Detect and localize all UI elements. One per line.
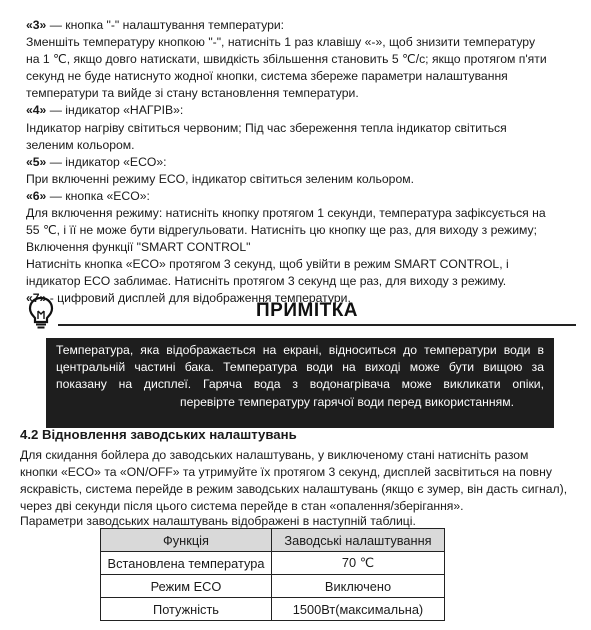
table-cell: 1500Вт(максимальна) xyxy=(272,598,445,621)
item-3-line-4: температури та вийде зі стану встановлення температури. xyxy=(26,86,359,100)
item-5-title: — індикатор «ECO»: xyxy=(46,155,167,169)
note-line-2: центральній частині бака. Температура води на виході може бути вищою за xyxy=(56,360,544,375)
note-box xyxy=(46,338,554,428)
table-row xyxy=(101,598,445,621)
item-3-line-1: Зменшіть температуру кнопкою "-", натисніть 1 раз клавішу «-», щоб знизити температуру xyxy=(26,35,536,49)
table-row xyxy=(101,552,445,575)
table-header-row xyxy=(101,529,445,552)
factory-settings-table xyxy=(100,528,445,621)
note-line-1: Температура, яка відображається на екрані, відноситься до температури води в xyxy=(56,343,544,357)
item-3-line-2: на 1 ℃, якщо довго натискати, швидкість збільшення становить 5 ℃/с; якщо протягом п'яти xyxy=(26,52,547,66)
note-line-3: показану на дисплеї. Гаряча вода з водонагрівача може викликати опіки, xyxy=(56,377,544,392)
item-4-title: — індикатор «НАГРІВ»: xyxy=(46,103,184,117)
table-header-factory: Заводські налаштування xyxy=(272,529,445,552)
item-3-title: — кнопка "-" налаштування температури: xyxy=(46,18,285,32)
table-cell: 70 ℃ xyxy=(272,552,445,575)
note-divider xyxy=(58,324,576,326)
section-line-1: Для скидання бойлера до заводських налаштувань, у виключеному стані натисніть разом xyxy=(20,448,529,462)
item-5-heading xyxy=(26,154,574,171)
lightbulb-icon xyxy=(28,296,54,330)
item-6-line-2: 55 ℃, і її не може бути відрегульовати. Натисніть цю кнопку ще раз, для виходу з режиму; xyxy=(26,223,538,237)
item-3-heading xyxy=(26,17,574,34)
table-cell: Режим ECO xyxy=(101,575,272,598)
table-cell: Виключено xyxy=(272,575,445,598)
note-title: ПРИМІТКА xyxy=(256,300,359,321)
item-4-line-2: зеленим кольором. xyxy=(26,138,135,152)
item-5-number: «5» xyxy=(26,155,47,169)
table-cell: Потужність xyxy=(101,598,272,621)
item-6-line-1: Для включення режиму: натисніть кнопку протягом 1 секунди, температура зафіксується на xyxy=(26,206,546,220)
item-6-line-5: індикатор ECO заблимає. Натисніть протягом 3 секунд ще раз, для виходу з режиму. xyxy=(26,274,507,288)
section-line-5: Параметри заводських налаштувань відображені в наступній таблиці. xyxy=(20,514,416,528)
section-line-3: яскравість, система перейде в режим заводських налаштувань (якщо є зумер, він дасть сигнал), xyxy=(20,482,568,496)
table-row xyxy=(101,575,445,598)
item-6-number: «6» xyxy=(26,189,47,203)
section-line-2: кнопки «ECO» та «ON/OFF» та утримуйте їх протягом 3 секунд, дисплей засвітиться на повну xyxy=(20,465,552,479)
table-cell: Встановлена температура xyxy=(101,552,272,575)
table-header-function: Функція xyxy=(101,529,272,552)
item-5-line-1: При включенні режиму ECO, індикатор світиться зеленим кольором. xyxy=(26,172,414,186)
item-6-title: — кнопка «ECO»: xyxy=(46,189,150,203)
section-title: 4.2 Відновлення заводських налаштувань xyxy=(20,427,297,442)
item-3-number: «3» xyxy=(26,18,47,32)
item-4-number: «4» xyxy=(26,103,47,117)
item-4-line-1: Індикатор нагріву світиться червоним; Під час збереження тепла індикатор світиться xyxy=(26,121,507,135)
item-6-line-3: Включення функції "SMART CONTROL" xyxy=(26,240,251,254)
item-6-line-4: Натисніть кнопка «ECO» протягом 3 секунд, щоб увійти в режим SMART CONTROL, і xyxy=(26,257,509,271)
note-line-4: перевірте температуру гарячої води перед використанням. xyxy=(180,394,514,409)
item-7-title: - цифровий дисплей для відображення температури. xyxy=(46,291,351,305)
item-7-number: «7» xyxy=(26,291,47,305)
item-4-heading xyxy=(26,102,574,119)
section-line-4: через дві секунди після цього система перейде в стан «опалення/зберігання». xyxy=(20,499,464,513)
item-6-heading xyxy=(26,188,574,205)
item-3-line-3: секунд не буде натиснуто жодної кнопки, система збереже параметри налаштування xyxy=(26,69,508,83)
